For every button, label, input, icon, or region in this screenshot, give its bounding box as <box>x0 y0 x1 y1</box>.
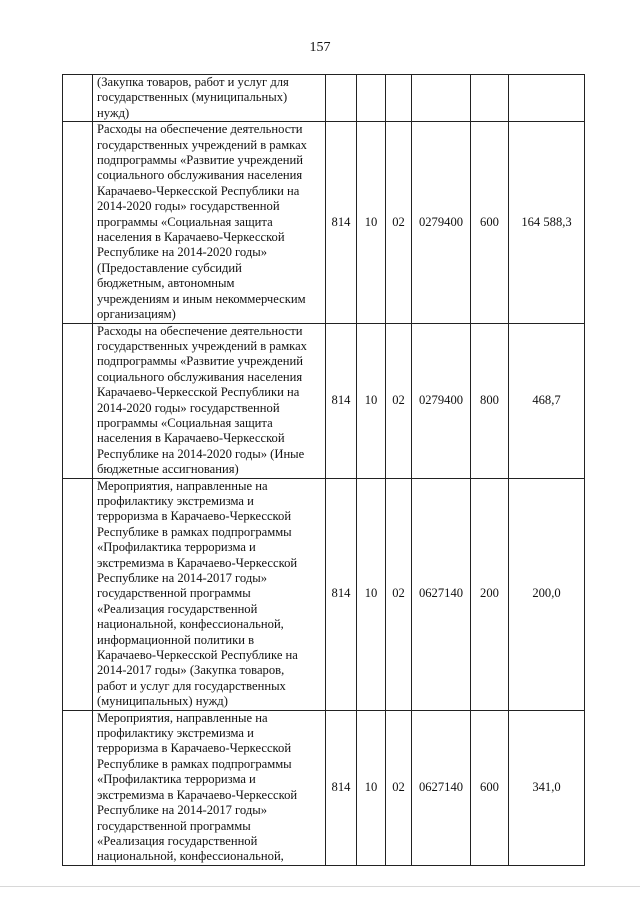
description-cell: (Закупка товаров, работ и услуг для государственных (муниципальных) нужд) <box>93 75 326 122</box>
rz-cell: 10 <box>357 710 386 865</box>
description-cell: Мероприятия, направленные на профилактику экстремизма и терроризма в Карачаево-Черкесской Республике в рамках подпрограммы «Профилактика терроризма и экстремизма в Карачаево-Черкесской Республике на 2014-2017 годы» государственной программы «Реализация государственной национальной, конфессиональной, <box>93 710 326 865</box>
description-cell: Мероприятия, направленные на профилактику экстремизма и терроризма в Карачаево-Черкесской Республике в рамках подпрограммы «Профилактика терроризма и экстремизма в Карачаево-Черкесской Республике на 2014-2017 годы» государственной программы «Реализация государственной национальной, конфессиональной, информационной политики в Карачаево-Черкесской Республике на 2014-2017 годы» (Закупка товаров, работ и услуг для государственных (муниципальных) нужд) <box>93 478 326 710</box>
page-number: 157 <box>309 40 331 55</box>
vr-cell: 200 <box>471 478 509 710</box>
row-index-cell <box>63 75 93 122</box>
vr-cell: 600 <box>471 122 509 323</box>
rz-cell <box>357 75 386 122</box>
table-row <box>63 122 585 323</box>
table-row <box>63 75 585 122</box>
scan-edge-line <box>0 886 640 887</box>
pr-cell: 02 <box>386 323 412 478</box>
gr-cell: 814 <box>326 323 357 478</box>
table-row <box>63 710 585 865</box>
row-index-cell <box>63 323 93 478</box>
description-cell: Расходы на обеспечение деятельности государственных учреждений в рамках подпрограммы «Развитие учреждений социального обслуживания населения Карачаево-Черкесской Республики на 2014-2020 годы» государственной программы «Социальная защита населения в Карачаево-Черкесской Республике на 2014-2020 годы» (Иные бюджетные ассигнования) <box>93 323 326 478</box>
csr-cell <box>412 75 471 122</box>
pr-cell: 02 <box>386 478 412 710</box>
table-row <box>63 478 585 710</box>
rz-cell: 10 <box>357 323 386 478</box>
vr-cell: 800 <box>471 323 509 478</box>
row-index-cell <box>63 122 93 323</box>
sum-cell: 164 588,3 <box>509 122 585 323</box>
budget-table <box>62 74 585 866</box>
rz-cell: 10 <box>357 122 386 323</box>
csr-cell: 0279400 <box>412 323 471 478</box>
gr-cell: 814 <box>326 122 357 323</box>
gr-cell <box>326 75 357 122</box>
description-cell: Расходы на обеспечение деятельности государственных учреждений в рамках подпрограммы «Развитие учреждений социального обслуживания населения Карачаево-Черкесской Республики на 2014-2020 годы» государственной программы «Социальная защита населения в Карачаево-Черкесской Республике на 2014-2020 годы» (Предоставление субсидий бюджетным, автономным учреждениям и иным некоммерческим организациям) <box>93 122 326 323</box>
row-index-cell <box>63 478 93 710</box>
csr-cell: 0627140 <box>412 478 471 710</box>
sum-cell: 200,0 <box>509 478 585 710</box>
gr-cell: 814 <box>326 710 357 865</box>
row-index-cell <box>63 710 93 865</box>
vr-cell <box>471 75 509 122</box>
rz-cell: 10 <box>357 478 386 710</box>
sum-cell <box>509 75 585 122</box>
csr-cell: 0279400 <box>412 122 471 323</box>
pr-cell <box>386 75 412 122</box>
csr-cell: 0627140 <box>412 710 471 865</box>
table-row <box>63 323 585 478</box>
gr-cell: 814 <box>326 478 357 710</box>
sum-cell: 468,7 <box>509 323 585 478</box>
pr-cell: 02 <box>386 710 412 865</box>
pr-cell: 02 <box>386 122 412 323</box>
vr-cell: 600 <box>471 710 509 865</box>
sum-cell: 341,0 <box>509 710 585 865</box>
